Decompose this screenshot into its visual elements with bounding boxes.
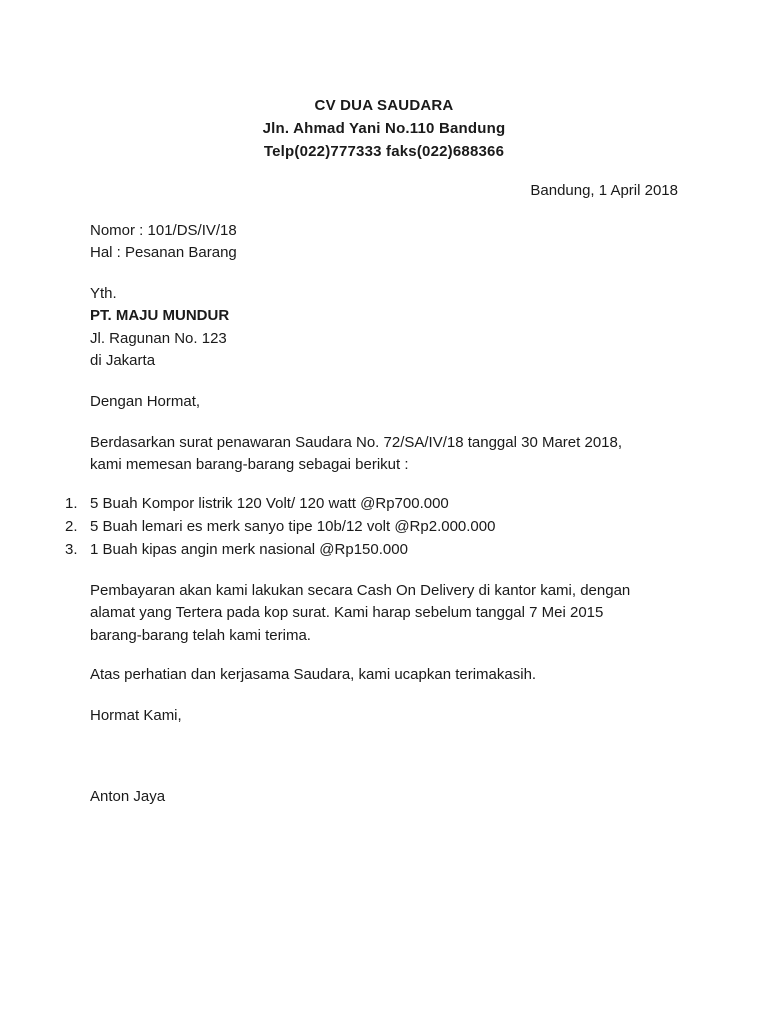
letter-number: Nomor : 101/DS/IV/18 — [90, 222, 237, 239]
recipient-name: PT. MAJU MUNDUR — [90, 307, 230, 324]
company-address: Jln. Ahmad Yani No.110 Bandung — [262, 120, 506, 137]
intro-line: Berdasarkan surat penawaran Saudara No. 72/SA/IV/18 tanggal 30 Maret 2018, — [90, 434, 623, 451]
recipient-salutation: Yth. — [90, 285, 117, 302]
order-item-number: 3. — [65, 541, 78, 558]
letter-subject: Hal : Pesanan Barang — [90, 244, 237, 261]
recipient-street: Jl. Ragunan No. 123 — [90, 330, 227, 347]
order-item-text: 1 Buah kipas angin merk nasional @Rp150.000 — [90, 541, 408, 558]
letterhead — [0, 94, 768, 163]
company-name: CV DUA SAUDARA — [314, 97, 454, 114]
order-item-text: 5 Buah lemari es merk sanyo tipe 10b/12 volt @Rp2.000.000 — [90, 518, 496, 535]
payment-line: barang-barang telah kami terima. — [90, 627, 311, 644]
signatory-name: Anton Jaya — [90, 788, 166, 805]
closing-text: Hormat Kami, — [90, 707, 182, 724]
greeting: Dengan Hormat, — [90, 393, 201, 410]
thanks-text: Atas perhatian dan kerjasama Saudara, kami ucapkan terimakasih. — [90, 666, 537, 683]
company-contact: Telp(022)777333 faks(022)688366 — [263, 143, 505, 160]
intro-line: kami memesan barang-barang sebagai berikut : — [90, 456, 409, 473]
recipient-city: di Jakarta — [90, 352, 156, 369]
payment-line: Pembayaran akan kami lakukan secara Cash On Delivery di kantor kami, dengan — [90, 582, 631, 599]
payment-line: alamat yang Tertera pada kop surat. Kami harap sebelum tanggal 7 Mei 2015 — [90, 604, 604, 621]
order-item-number: 1. — [65, 495, 78, 512]
order-item-number: 2. — [65, 518, 78, 535]
order-item-text: 5 Buah Kompor listrik 120 Volt/ 120 watt @Rp700.000 — [90, 495, 449, 512]
place-date: Bandung, 1 April 2018 — [530, 182, 678, 199]
